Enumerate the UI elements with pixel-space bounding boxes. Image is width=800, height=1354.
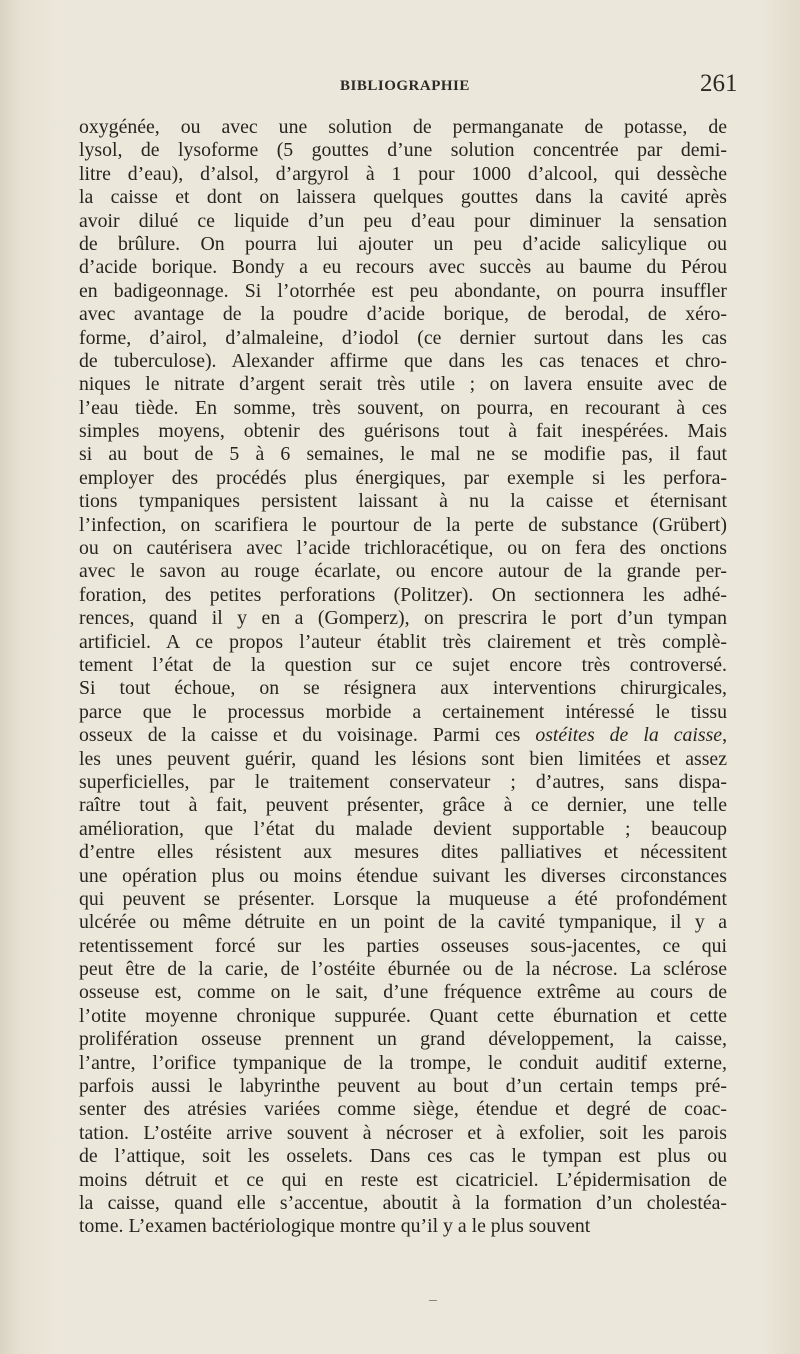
text-line: la caisse, quand elle s’accentue, aboutit à la formation d’un cholestéa- [79,1191,727,1214]
text-line: osseux de la caisse et du voisinage. Parmi ces ostéites de la caisse, [79,724,727,747]
text-line: lysol, de lysoforme (5 gouttes d’une solution concentrée par demi- [79,139,727,162]
page-header [0,70,800,100]
text-line: l’otite moyenne chronique suppurée. Quant cette éburnation et cette [79,1004,727,1027]
text-line: Si tout échoue, on se résignera aux interventions chirurgicales, [79,677,727,700]
text-line: forme, d’airol, d’almaleine, d’iodol (ce dernier surtout dans les cas [79,326,727,349]
text-line: d’acide borique. Bondy a eu recours avec succès au baume du Pérou [79,256,727,279]
text-line: peut être de la carie, de l’ostéite éburnée ou de la nécrose. La sclérose [79,958,727,981]
text-line: rences, quand il y en a (Gomperz), on prescrira le port d’un tympan [79,607,727,630]
text-line: tions tympaniques persistent laissant à nu la caisse et éternisant [79,490,727,513]
text-line: parfois aussi le labyrinthe peuvent au bout d’un certain temps pré- [79,1075,727,1098]
text-line: avec le savon au rouge écarlate, ou encore autour de la grande per- [79,560,727,583]
italic-term: ostéites de la caisse [535,724,723,747]
text-line: simples moyens, obtenir des guérisons tout à fait inespérées. Mais [79,420,727,443]
text-line: d’entre elles résistent aux mesures dites palliatives et nécessitent [79,841,727,864]
text-line: niques le nitrate d’argent serait très utile ; on lavera ensuite avec de [79,373,727,396]
text-line: retentissement forcé sur les parties osseuses sous-jacentes, ce qui [79,934,727,957]
text-line: artificiel. A ce propos l’auteur établit très clairement et très complè- [79,630,727,653]
text-line: l’eau tiède. En somme, très souvent, on pourra, en recourant à ces [79,396,727,419]
printer-mark [429,1300,437,1301]
text-line: ulcérée ou même détruite en un point de la cavité tympanique, il y a [79,911,727,934]
text-line: senter des atrésies variées comme siège, étendue et degré de coac- [79,1098,727,1121]
text-line: avec avantage de la poudre d’acide borique, de berodal, de xéro- [79,303,727,326]
text-line: tation. L’ostéite arrive souvent à nécroser et à exfolier, soit les parois [79,1121,727,1144]
text-line: oxygénée, ou avec une solution de permanganate de potasse, de [79,116,727,138]
text-line: foration, des petites perforations (Politzer). On sectionnera les adhé- [79,583,727,606]
text-line: l’infection, on scarifiera le pourtour de la perte de substance (Grübert) [79,513,727,536]
text-line: superficielles, par le traitement conservateur ; d’autres, sans dispa- [79,770,727,793]
text-line: avoir dilué ce liquide d’un peu d’eau pour diminuer la sensation [79,209,727,232]
text-line: de l’attique, soit les osselets. Dans ces cas le tympan est plus ou [79,1145,727,1168]
text-line: osseuse est, comme on le sait, d’une fréquence extrême au cours de [79,981,727,1004]
text-line: de brûlure. On pourra lui ajouter un peu d’acide salicylique ou [79,232,727,255]
running-title: BIBLIOGRAPHIE [340,78,470,94]
text-line: amélioration, que l’état du malade devient supportable ; beaucoup [79,817,727,840]
text-line: litre d’eau), d’alsol, d’argyrol à 1 pour 1000 d’alcool, qui dessèche [79,162,727,185]
text-line: raître tout à fait, peuvent présenter, grâce à ce dernier, une telle [79,794,727,817]
text-line: parce que le processus morbide a certainement intéressé le tissu [79,700,727,723]
text-line: si au bout de 5 à 6 semaines, le mal ne se modifie pas, il faut [79,443,727,466]
text-line: moins détruit et ce qui en reste est cicatriciel. L’épidermisation de [79,1168,727,1191]
text-line: une opération plus ou moins étendue suivant les diverses circonstances [79,864,727,887]
text-line: les unes peuvent guérir, quand les lésions sont bien limitées et assez [79,747,727,770]
text-line: tement l’état de la question sur ce sujet encore très controversé. [79,653,727,676]
text-line: la caisse et dont on laissera quelques gouttes dans la cavité après [79,186,727,209]
page-number: 261 [700,70,738,97]
text-line: tome. L’examen bactériologique montre qu’il y a le plus souvent [79,1215,591,1238]
text-line: qui peuvent se présenter. Lorsque la muqueuse a été profondément [79,887,727,910]
text-line: l’antre, l’orifice tympanique de la trompe, le conduit auditif externe, [79,1051,727,1074]
text-line: prolifération osseuse prennent un grand développement, la caisse, [79,1028,727,1051]
text-line: ou on cautérisera avec l’acide trichloracétique, ou on fera des onctions [79,537,727,560]
text-line: de tuberculose). Alexander affirme que dans les cas tenaces et chro- [79,349,727,372]
body-text [79,116,727,1239]
text-line: employer des procédés plus énergiques, par exemple si les perfora- [79,466,727,489]
text-line: en badigeonnage. Si l’otorrhée est peu abondante, on pourra insuffler [79,279,727,302]
